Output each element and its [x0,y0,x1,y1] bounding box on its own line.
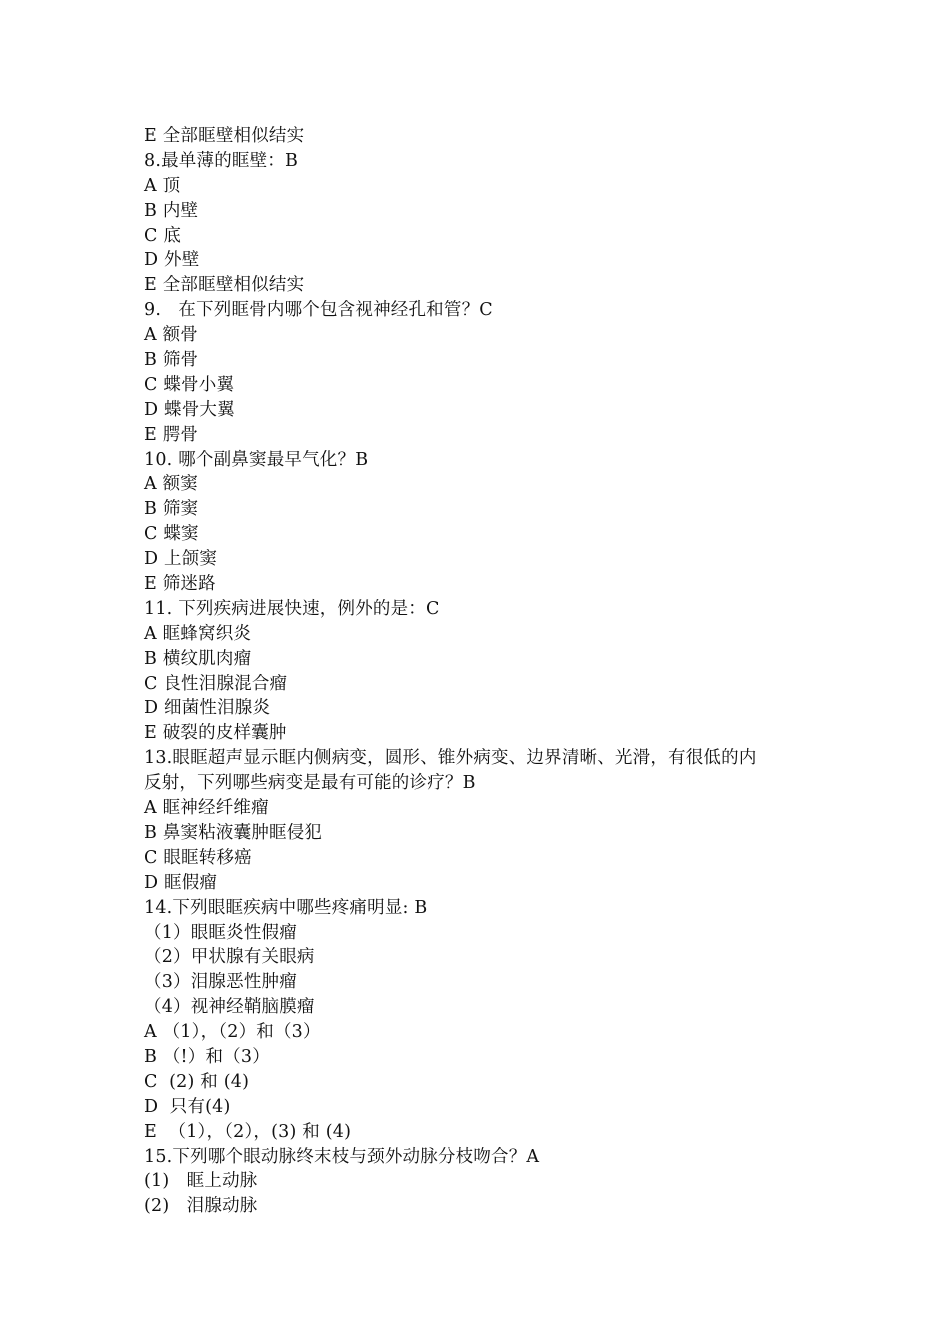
question-line: 15.下列哪个眼动脉终末枝与颈外动脉分枝吻合？A [144,1146,540,1167]
option-line: E 全部眶壁相似结实 [144,275,305,296]
option-line: D 只有(4) [144,1096,231,1117]
option-line: D 细菌性泪腺炎 [144,698,271,719]
option-line: E 破裂的皮样囊肿 [144,723,287,744]
option-line: A 顶 [144,175,181,196]
option-line: B （!）和（3） [144,1046,270,1067]
sub-item-line: (2) 泪腺动脉 [144,1196,258,1217]
question-line: 反射，下列哪些病变是最有可能的诊疗？B [144,773,476,794]
option-line: B 内壁 [144,200,199,221]
option-line: E （1），（2），(3) 和 (4) [144,1121,352,1142]
sub-item-line: （2）甲状腺有关眼病 [144,947,315,968]
option-line: D 蝶骨大翼 [144,399,235,420]
option-line: C 蝶骨小翼 [144,374,235,395]
question-line: 14.下列眼眶疾病中哪些疼痛明显: B [144,897,428,918]
option-line: E 筛迷路 [144,574,216,595]
option-line: C 底 [144,225,182,246]
question-line: 9. 在下列眶骨内哪个包含视神经孔和管？C [144,300,493,321]
option-line: E 腭骨 [144,424,199,445]
document-body [144,124,814,1219]
question-line: 13.眼眶超声显示眶内侧病变，圆形、锥外病变、边界清晰、光滑，有很低的内 [144,748,757,769]
option-line: E 全部眶壁相似结实 [144,126,305,146]
option-line: C 蝶窦 [144,524,199,545]
question-line: 11. 下列疾病进展快速，例外的是：C [144,598,440,619]
question-line: 10. 哪个副鼻窦最早气化？B [144,449,369,470]
question-line: 8.最单薄的眶壁：B [144,150,299,171]
option-line: D 上颌窦 [144,549,218,570]
sub-item-line: （1）眼眶炎性假瘤 [144,922,297,943]
option-line: A （1），（2）和（3） [144,1022,321,1043]
option-line: B 筛窦 [144,499,199,520]
sub-item-line: （4）视神经鞘脑膜瘤 [144,997,315,1018]
option-line: A 眶蜂窝织炎 [144,623,252,644]
option-line: B 横纹肌肉瘤 [144,648,252,669]
option-line: D 外壁 [144,250,200,271]
sub-item-line: (1) 眶上动脉 [144,1171,258,1192]
option-line: C 眼眶转移癌 [144,847,252,868]
option-line: D 眶假瘤 [144,872,218,893]
option-line: A 额骨 [144,325,199,346]
option-line: B 筛骨 [144,350,199,371]
option-line: C 良性泪腺混合瘤 [144,673,288,694]
option-line: B 鼻窦粘液囊肿眶侵犯 [144,822,323,843]
sub-item-line: （3）泪腺恶性肿瘤 [144,972,297,993]
option-line: C (2) 和 (4) [144,1071,250,1092]
option-line: A 额窦 [144,474,199,495]
option-line: A 眶神经纤维瘤 [144,798,269,819]
